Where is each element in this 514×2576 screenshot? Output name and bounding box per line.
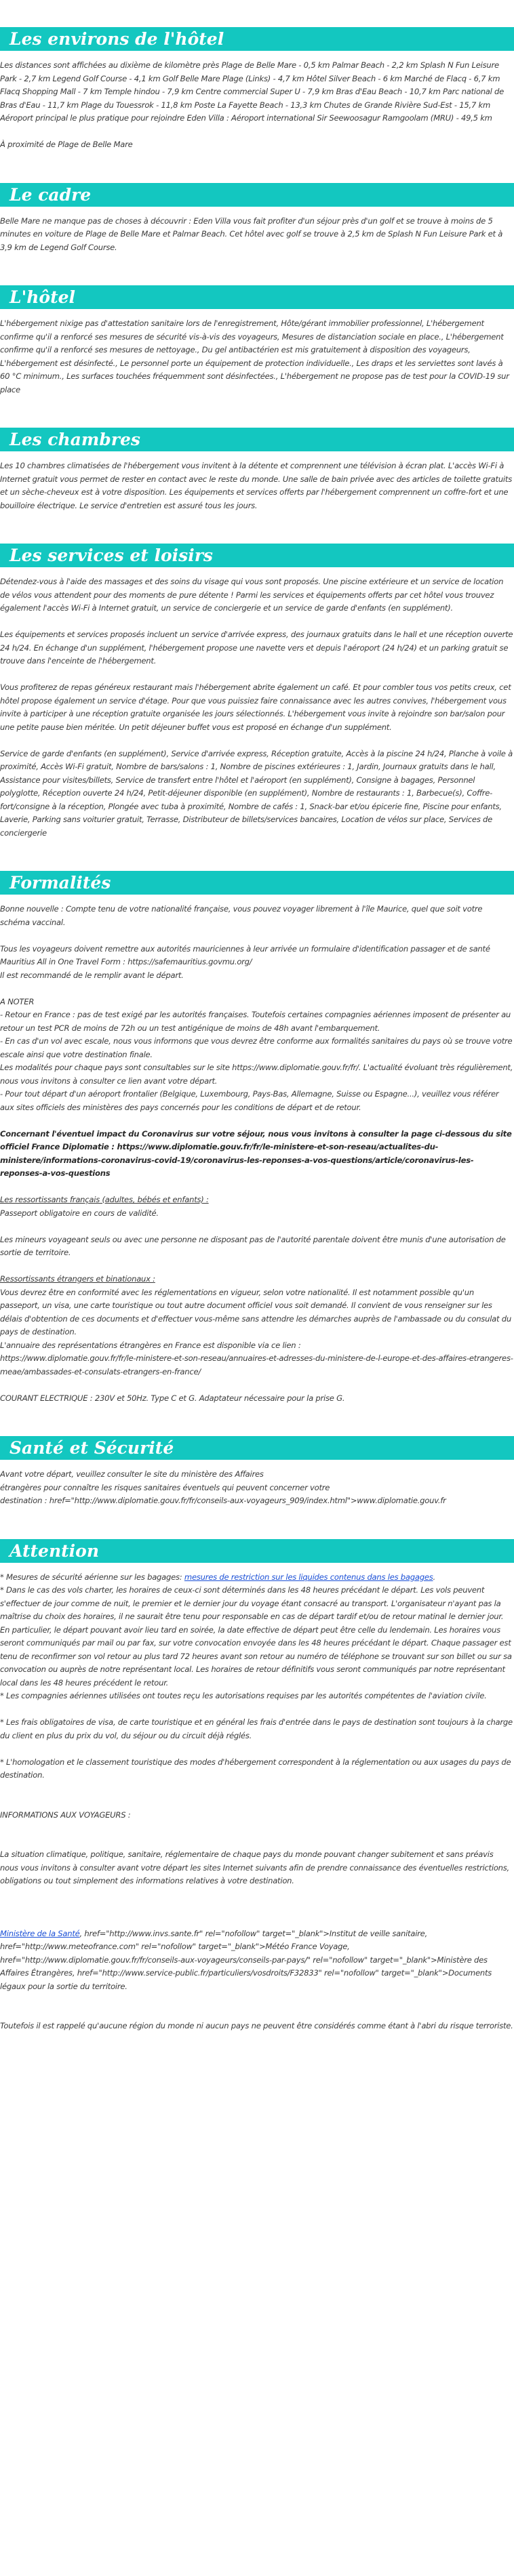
section-title-hotel: L'hôtel [0, 285, 514, 309]
section-body-attention [0, 1571, 514, 2033]
section-title-formalites: Formalités [0, 871, 514, 895]
formalites-french-nationals [0, 1193, 514, 1220]
services-text-2: Les équipements et services proposés incluent un service d'arrivée express, des journaux gratuits dans le hall et une réception ouverte 24 h/24. En échange d'un supplément, l'hébergement propose une navette vers et depuis l'aéroport (24 h/24) et un parking gratuit se trouve dans l'enceinte de l'hébergement. [0, 630, 513, 666]
section-body-services [0, 575, 514, 840]
attention-situation [0, 1848, 514, 1888]
chambres-text: Les 10 chambres climatisées de l'hébergement vous invitent à la détente et comprennent une télévision à écran plat. L'accès Wi-Fi à Internet gratuit vous permet de rester en contact avec le reste du monde. Une salle de bain privée avec des articles de toilette gratuits et un sèche-cheveux est à votre disposition. Les équipements et services offerts par l'hébergement comprennent un coffre-fort et une bouilloire électrique. Le service d'entretien est assuré tous les jours. [0, 461, 512, 510]
attention-flights [0, 1571, 514, 1703]
section-title-attention: Attention [0, 1539, 514, 1563]
attention-terrorism: Toutefois il est rappelé qu'aucune région du monde ni aucun pays ne peuvent être considérés comme étant à l'abri du risque terroriste. [0, 2021, 513, 2030]
section-body-cadre [0, 215, 514, 255]
section-services [0, 544, 514, 840]
section-environs [0, 27, 514, 152]
environs-distances-text: Les distances sont affichées au dixième de kilomètre près Plage de Belle Mare - 0,5 km Palmar Beach - 2,2 km Splash N Fun Leisure Park - 2,7 km Legend Golf Course - 4,1 km Golf Belle Mare Plage (Links) - 4,7 km Hôtel Silver Beach - 6 km Marché de Flacq - 6,7 km Flacq Shopping Mall - 7 km Temple hindou - 7,9 km Centre commercial Super U - 7,9 km Bras d'Eau Beach - 10,7 km Parc national de Bras d'Eau - 11,7 km Plage du Touessrok - 11,8 km Poste La Fayette Beach - 13,3 km Chutes de Grande Rivière Sud-Est - 15,7 km Aéroport principal le plus pratique pour rejoindre Eden Villa : Aéroport international Sir Seewoosagur Ramgoolam (MRU) - 49,5 km [0, 60, 505, 123]
attention-classification: * L'homologation et le classement touristique des modes d'hébergement correspondent à la réglementation ou aux usages du pays de destination. [0, 1757, 511, 1780]
section-body-formalites [0, 903, 514, 1405]
section-hotel [0, 285, 514, 396]
foreign-nationals-directory-url: https://www.diplomatie.gouv.fr/fr/le-ministere-et-son-reseau/annuaires-et-adresses-du-ministere-de-l-europe-et-des-affaires-etrangeres-meae/ambassades-et-consulats-etrangers-en-france/ [0, 1353, 513, 1376]
section-body-chambres [0, 459, 514, 512]
note-return-france: - Retour en France : pas de test exigé par les autorités françaises. Toutefois certaines compagnies aériennes imposent de présenter au retour un test PCR de moins de 72h ou un test antigénique de moins de 48h avant l'embarquement. [0, 1010, 511, 1033]
notes-heading: A NOTER [0, 996, 35, 1006]
attention-baggage-rule [0, 1571, 514, 1585]
section-body-environs [0, 59, 514, 152]
sante-text [0, 1468, 514, 1508]
formalites-minors: Les mineurs voyageant seuls ou avec une personne ne disposant pas de l'autorité parentale doivent être munis d'une autorisation de sortie de territoire. [0, 1234, 506, 1257]
attention-airlines: * Les compagnies aériennes utilisées ont toutes reçu les autorisations requises par les autorités compétentes de l'aviation civile. [0, 1691, 487, 1700]
travel-form-recommendation: Il est recommandé de le remplir avant le départ. [0, 970, 184, 980]
services-text-3: Vous profiterez de repas généreux restaurant mais l'hébergement abrite également un café. Et pour combler tous vos petits creux, cet hôtel propose également un service d'étage. Pour que vous puissiez faire connaissance avec les autres convives, l'hébergement vous invite à participer à une réception gratuite organisée les jours sélectionnés. L'hébergement vous invite à rejoindre son bar/salon pour une petite pause bien méritée. Un petit déjeuner buffet vous est proposé en échange d'un supplément. [0, 682, 511, 732]
section-title-cadre: Le cadre [0, 183, 514, 207]
hotel-text: L'hébergement nixige pas d'attestation sanitaire lors de l'enregistrement, Hôte/gérant immobilier professionnel, L'hébergement confirme qu'il a renforcé ses mesures de sécurité vis-à-vis des voyageurs, Mesures de distanciation sociale en place., L'hébergement confirme qu'il a renforcé ses mesures de nettoyage., Du gel antibactérien est mis gratuitement à disposition des voyageurs, L'hébergement est désinfecté., Le personnel porte un équipement de protection individuelle., Les draps et les serviettes sont lavés à 60 °C minimum., Les surfaces touchées fréquemment sont désinfectées., L'hébergement ne propose pas de test pour la COVID-19 sur place [0, 319, 509, 394]
ministere-sante-link[interactable]: Ministère de la Santé [0, 1928, 80, 1938]
formalites-electricity: COURANT ELECTRIQUE : 230V et 50Hz. Type C et G. Adaptateur nécessaire pour la prise G. [0, 1393, 345, 1403]
baggage-rule-end: . [433, 1572, 435, 1582]
formalites-foreign-nationals [0, 1273, 514, 1378]
section-body-hotel [0, 317, 514, 396]
travel-form-text: Tous les voyageurs doivent remettre aux autorités mauriciennes à leur arrivée un formulaire d'identification passager et de santé Mauritius All in One Travel Form : https://safemauritius.govmu.org/ [0, 943, 490, 966]
note-stopover: - En cas d'un vol avec escale, nous vous informons que vous devrez être conforme aux formalités sanitaires du pays où se trouve votre escale ainsi que votre destination finale. [0, 1036, 513, 1059]
formalites-travel-form [0, 943, 514, 983]
french-nationals-passport: Passeport obligatoire en cours de validité. [0, 1208, 159, 1218]
foreign-nationals-directory: L'annuaire des représentations étrangères en France est disponible via ce lien : [0, 1340, 301, 1350]
section-formalites [0, 871, 514, 1405]
section-title-chambres: Les chambres [0, 428, 514, 451]
note-border-airports: - Pour tout départ d'un aéroport frontalier (Belgique, Luxembourg, Pays-Bas, Allemagne, Suisse ou Espagne...), veuillez vous référer aux sites officiels des ministères des pays concernés pour les conditions de départ et de retour. [0, 1089, 499, 1112]
formalites-coronavirus-notice: Concernant l'éventuel impact du Coronavirus sur votre séjour, nous vous invitons à consulter la page ci-dessous du site officiel France Diplomatie : https://www.diplomatie.gouv.fr/fr/le-ministere-et-son-reseau/actualites-du-ministere/informations-coronavirus-covid-19/coronavirus-les-reponses-a-vos-questions/article/coronavirus-les-reponses-a-vos-questions [0, 1128, 512, 1178]
section-title-sante: Santé et Sécurité [0, 1436, 514, 1460]
formalites-notes [0, 996, 514, 1115]
attention-visa-fees: * Les frais obligatoires de visa, de carte touristique et en général les frais d'entrée dans le pays de destination sont toujours à la charge du client en plus du prix du vol, du séjour ou du circuit déjà réglés. [0, 1717, 513, 1740]
section-sante [0, 1436, 514, 1508]
section-body-sante [0, 1468, 514, 1508]
sante-line-1: Avant votre départ, veuillez consulter le site du ministère des Affaires [0, 1469, 264, 1479]
sante-line-2: étrangères pour connaître les risques sanitaires éventuels qui peuvent concerner votre [0, 1482, 330, 1492]
attention-links [0, 1927, 514, 1994]
services-amenities-list: Service de garde d'enfants (en supplément), Service d'arrivée express, Réception gratuite, Accès à la piscine 24 h/24, Planche à voile à proximité, Accès Wi-Fi gratuit, Nombre de bars/salons : 1, Nombre de piscines extérieures : 1, Jardin, Journaux gratuits dans le hall, Assistance pour visites/billets, Service de transfert entre l'hôtel et l'aéroport (en supplément), Consigne à bagages, Personnel polyglotte, Réception ouverte 24 h/24, Petit-déjeuner disponible (en supplément), Nombre de restaurants : 1, Barbecue(s), Coffre-fort/consigne à la réception, Plongée avec tuba à proximité, Nombre de cafés : 1, Snack-bar et/ou épicerie fine, Piscine pour enfants, Laverie, Parking sans voiturier gratuit, Terrasse, Distributeur de billets/services bancaires, Location de vélos sur place, Services de conciergerie [0, 748, 513, 838]
situation-line-2: nous vous invitons à consulter avant votre départ les sites Internet suivants afin de prendre connaissance des éventuelles restrictions, obligations ou tout simplement des informations relatives à votre destination. [0, 1862, 509, 1885]
section-title-environs: Les environs de l'hôtel [0, 27, 514, 51]
section-title-services: Les services et loisirs [0, 544, 514, 567]
attention-links-text: , href="http://www.invs.sante.fr" rel="nofollow" target="_blank">Institut de veille sanitaire, href="http://www.meteofrance.com" rel="nofollow" target="_blank">Météo France Voyage, href="http://www.diplomatie.gouv.fr/fr/conseils-aux-voyageurs/conseils-par-pays/" rel="nofollow" target="_blank">Ministère des Affaires Étrangères, href="http://www.service-public.fr/particuliers/vosdroits/F32833" rel="nofollow" target="_blank">Documents légaux pour la sortie du territoire. [0, 1928, 492, 1991]
french-nationals-heading: Les ressortissants français (adultes, bébés et enfants) : [0, 1195, 209, 1204]
section-chambres [0, 428, 514, 512]
foreign-nationals-heading: Ressortissants étrangers et binationaux : [0, 1274, 155, 1284]
sante-line-3: destination : href="http://www.diplomatie.gouv.fr/fr/conseils-aux-voyageurs_909/index.html">www.diplomatie.gouv.fr [0, 1496, 446, 1505]
foreign-nationals-text: Vous devrez être en conformité avec les réglementations en vigueur, selon votre nationalité. Il est notamment possible qu'un passeport, un visa, une carte touristique ou tout autre document officiel vous soit demandé. Il convient de vous renseigner sur les délais d'obtention de ces documents et d'effectuer vous-même sans attendre les démarches auprès de l'ambassade ou du consulat du pays de destination. [0, 1287, 511, 1336]
section-cadre [0, 183, 514, 255]
section-attention [0, 1539, 514, 2033]
services-text-1: Détendez-vous à l'aide des massages et des soins du visage qui vous sont proposés. Une piscine extérieure et un service de location de vélos vous attendent pour des moments de pure détente ! Parmi les services et équipements offerts par cet hôtel vous trouvez également l'accès Wi-Fi à Internet gratuit, un service de conciergerie et un service de garde d'enfants (en supplément). [0, 577, 504, 613]
note-country-rules: Les modalités pour chaque pays sont consultables sur le site https://www.diplomatie.gouv.fr/fr/. L'actualité évoluant très régulièrement, nous vous invitons à consulter ce lien avant votre départ. [0, 1063, 513, 1086]
baggage-rule-text: * Mesures de sécurité aérienne sur les bagages: [0, 1572, 184, 1582]
attention-charter-flights: * Dans le cas des vols charter, les horaires de ceux-ci sont déterminés dans les 48 heures précédant le départ. Les vols peuvent s'effectuer de jour comme de nuit, le premier et le dernier jour du voyage étant consacré au transport. L'organisateur n'ayant pas la maîtrise du choix des horaires, il ne saurait être tenu pour responsable en cas de départ tardif et/ou de retour matinal le dernier jour. En particulier, le départ pouvant avoir lieu tard en soirée, la date effective de départ peut être celle du lendemain. Les horaires vous seront communiqués par mail ou par fax, sur votre convocation envoyée dans les 48 heures précédant le départ. Chaque passager est tenu de reconfirmer son vol retour au plus tard 72 heures avant son retour au numéro de téléphone se trouvant sur son billet ou sur sa convocation ou auprès de notre représentant local. Les horaires de retour définitifs vous seront communiqués par notre représentant local dans les 48 heures précédent le retour. [0, 1585, 512, 1688]
formalites-text-1: Bonne nouvelle : Compte tenu de votre nationalité française, vous pouvez voyager librement à l'île Maurice, quel que soit votre schéma vaccinal. [0, 904, 483, 927]
situation-line-1: La situation climatique, politique, sanitaire, réglementaire de chaque pays du monde pouvant changer subitement et sans préavis [0, 1849, 494, 1859]
attention-info-heading: INFORMATIONS AUX VOYAGEURS : [0, 1810, 131, 1820]
liquids-restriction-link[interactable]: mesures de restriction sur les liquides contenus dans les bagages [184, 1572, 433, 1582]
environs-proximity-text: À proximité de Plage de Belle Mare [0, 140, 133, 149]
cadre-text: Belle Mare ne manque pas de choses à découvrir : Eden Villa vous fait profiter d'un séjour près d'un golf et se trouve à moins de 5 minutes en voiture de Plage de Belle Mare et Palmar Beach. Cet hôtel avec golf se trouve à 2,5 km de Splash N Fun Leisure Park et à 3,9 km de Legend Golf Course. [0, 216, 503, 252]
